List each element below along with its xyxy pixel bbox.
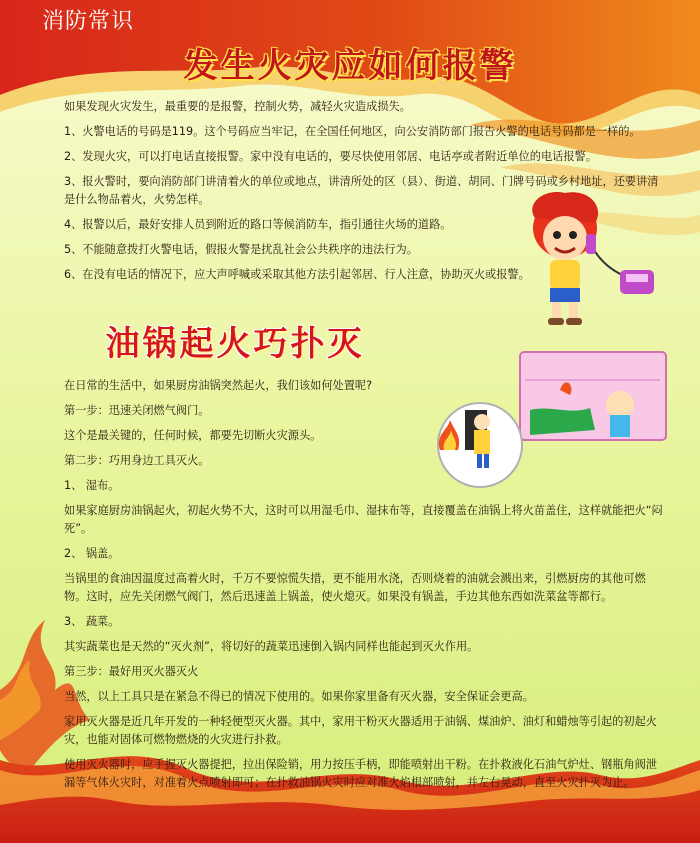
paragraph: 当锅里的食油因温度过高着火时，千万不要惊慌失措，更不能用水浇，否则烧着的油就会溅出来，引燃厨房的其他可燃物。这时，应先关闭燃气阀门，然后迅速盖上锅盖，使火熄灭。如果没有锅盖，手边其他东西如洗菜盆等都行。: [64, 572, 646, 603]
paragraph: 如果家庭厨房油锅起火，初起火势不大，这时可以用湿毛巾、湿抹布等，直接覆盖在油锅上将火苗盖住，这样就能把火“闷死”。: [64, 504, 663, 535]
paragraph: 第二步：巧用身边工具灭火。: [64, 454, 210, 467]
paragraph: 家用灭火器是近几年开发的一种轻便型灭火器。其中，家用干粉灭火器适用于油锅、煤油炉、油灯和蜡烛等引起的初起火灾，也能对固体可燃物燃烧的火灾进行扑救。: [64, 715, 657, 746]
paragraph: 3、 蔬菜。: [64, 615, 120, 628]
paragraph: 在日常的生活中，如果厨房油锅突然起火，我们该如何处置呢?: [64, 379, 373, 392]
paragraph: 2、 锅盖。: [64, 547, 120, 560]
paragraph: 第三步：最好用灭火器灭火: [64, 665, 199, 678]
header-label: 消防常识: [42, 9, 135, 34]
paragraph: 2、发现火灾，可以打电话直接报警。家中没有电话的，要尽快使用邻居、电话亭或者附近单位的电话报警。: [64, 150, 597, 163]
paragraph: 5、不能随意拨打火警电话，假报火警是扰乱社会公共秩序的违法行为。: [64, 243, 418, 256]
kid-phone-illustration: [520, 188, 670, 328]
paragraph: 如果发现火灾发生，最重要的是报警，控制火势，减轻火灾造成损失。: [64, 100, 411, 113]
paragraph: 1、火警电话的号码是119。这个号码应当牢记，在全国任何地区，向公安消防部门报告火警的电话号码都是一样的。: [64, 125, 641, 138]
paragraph: 当然，以上工具只是在紧急不得已的情况下使用的。如果你家里备有灭火器，安全保证会更高。: [64, 690, 534, 703]
paragraph: 6、在没有电话的情况下，应大声呼喊或采取其他方法引起邻居、行人注意，协助灭火或报警。: [64, 268, 530, 281]
paragraph: 这个是最关键的，任何时候，都要先切断火灾源头。: [64, 429, 322, 442]
paragraph: 1、 湿布。: [64, 479, 120, 492]
paragraph: 其实蔬菜也是天然的“灭火剂”，将切好的蔬菜迅速倒入锅内同样也能起到灭火作用。: [64, 640, 479, 653]
paragraph: 使用灭火器时，应手握灭火器提把，拉出保险销，用力按压手柄，即能喷射出干粉。在扑救液化石油气炉灶、钢瓶角阀泄漏等气体火灾时，对准着火点喷射即可；在扑救油锅火灾时应对准火焰根部喷射，并左右晃动，直至火灾扑灭为止。: [64, 758, 657, 789]
section-oil-fire-body: [64, 377, 664, 799]
section-title-oil-fire: 油锅起火巧扑灭: [105, 324, 365, 364]
paragraph: 第一步：迅速关闭燃气阀门。: [64, 404, 210, 417]
section-title-alarm: 发生火灾应如何报警: [183, 46, 517, 86]
paragraph: 3、报火警时，要向消防部门讲清着火的单位或地点，讲清所处的区（县）、街道、胡同、门牌号码或乡村地址，还要讲清是什么物品着火，火势怎样。: [64, 175, 659, 206]
paragraph: 4、报警以后，最好安排人员到附近的路口等候消防车，指引通往火场的道路。: [64, 218, 452, 231]
